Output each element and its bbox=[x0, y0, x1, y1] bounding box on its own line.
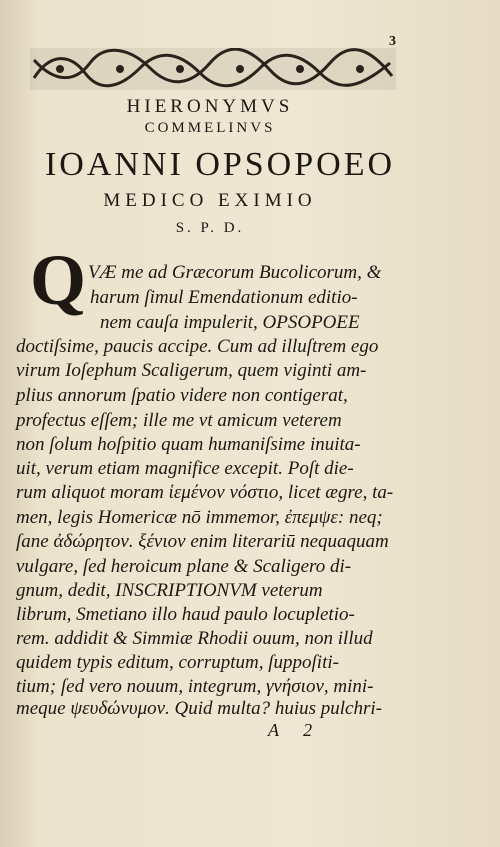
body-line: rum aliquot moram ἱεμένον νόστιο, licet ægre, ta- bbox=[16, 482, 394, 503]
body-line: ſane ἀδώρητον. ξένιον enim literariū nequaquam bbox=[16, 531, 389, 552]
author-name: HIERONYMVS bbox=[126, 96, 294, 117]
recipient-name: IOANNI OPSOPOEO bbox=[44, 146, 396, 183]
body-line: meque ψευδώνυμον. Quid multa? huius pulchri- bbox=[16, 698, 382, 719]
body-line: rem. addidit & Simmiæ Rhodii ouum, non illud bbox=[16, 628, 373, 649]
page-number: 3 bbox=[389, 34, 396, 49]
body-line: quidem typis editum, corruptum, ſuppoſiti- bbox=[16, 652, 339, 673]
body-line: librum, Smetiano illo haud paulo locupletio- bbox=[16, 604, 355, 625]
author-surname: COMMELINVS bbox=[144, 120, 276, 136]
body-line: nem cauſa impulerit, OPSOPOEE bbox=[100, 312, 360, 333]
body-line: non ſolum hoſpitio quam humaniſsime inuita- bbox=[16, 434, 361, 455]
body-line: profectus eſſem; ille me vt amicum veterem bbox=[16, 410, 342, 431]
drop-cap: Q bbox=[30, 240, 87, 320]
body-line: uit, verum etiam magnifice excepit. Poſt die- bbox=[16, 458, 354, 479]
body-line: virum Ioſephum Scaligerum, quem viginti am- bbox=[16, 360, 367, 381]
ornamental-headpiece bbox=[30, 48, 396, 90]
body-line: harum ſimul Emendationum editio- bbox=[90, 287, 358, 308]
body-line: plius annorum ſpatio videre non contigerat, bbox=[16, 385, 348, 406]
signature-mark: A 2 bbox=[268, 720, 323, 740]
body-line: gnum, dedit, INSCRIPTIONVM veterum bbox=[16, 580, 323, 601]
body-line: tium; ſed vero nouum, integrum, γνήσιον, mini- bbox=[16, 676, 374, 697]
body-line: men, legis Homericæ nō immemor, ἐπεμψε: neq; bbox=[16, 507, 383, 528]
body-line: vulgare, ſed heroicum plane & Scaligero di- bbox=[16, 556, 352, 577]
body-line: VÆ me ad Græcorum Bucolicorum, & bbox=[88, 262, 382, 283]
salutation: S. P. D. bbox=[175, 220, 245, 236]
body-line: doctiſsime, paucis accipe. Cum ad illuſtrem ego bbox=[16, 336, 379, 357]
recipient-title: MEDICO EXIMIO bbox=[103, 190, 317, 211]
